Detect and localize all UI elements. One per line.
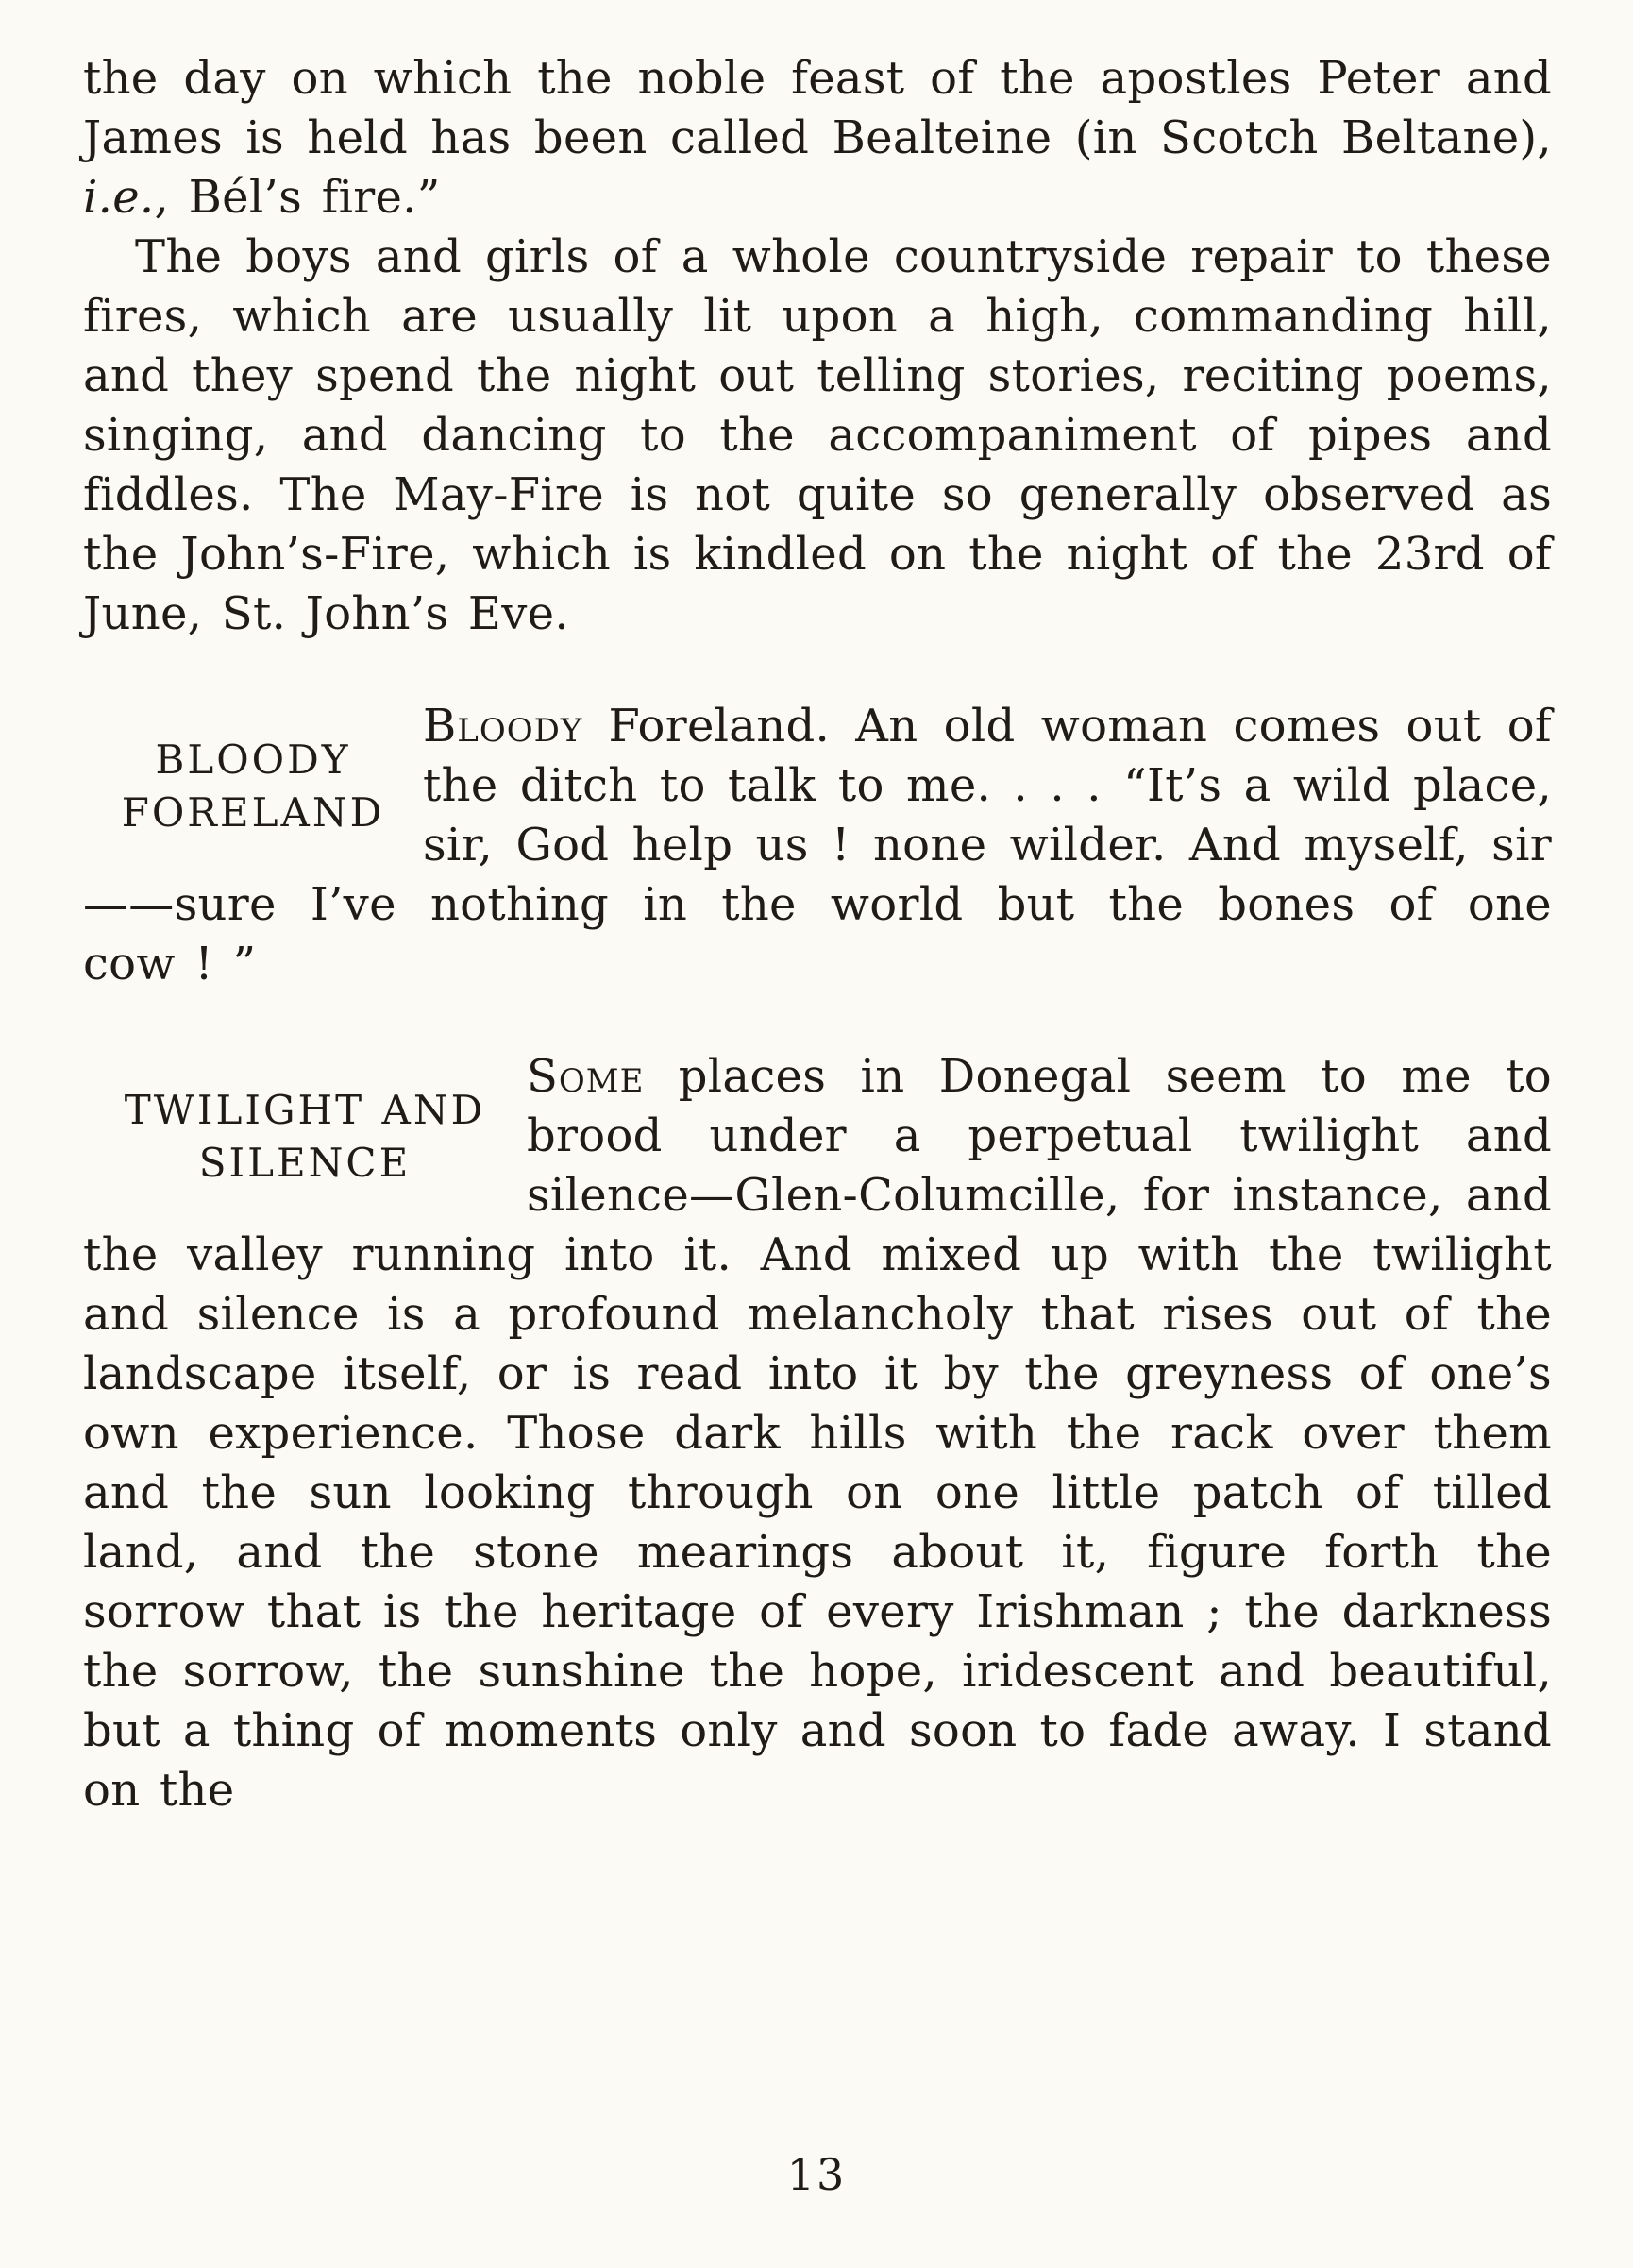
paragraph-twilight-and-silence-text: places in Donegal seem to me to brood under a perpetual twilight and silence—Glen-Columcille, for instance, and the valley running into it. And mixed up with the twilight and silence is a profound melancholy that rises out of the landscape itself, or is read into it by the greyness of one’s own experience. Those dark hills with the rack over them and the sun looking through on one little patch of tilled land, and the stone mearings about it, figure forth the sorrow that is the heritage of every Irishman ; the darkness the sorrow, the sunshine the hope, iridescent and beautiful, but a thing of moments only and soon to fade away. I stand on the — [83, 1050, 1552, 1817]
side-heading-line-1: TWILIGHT AND — [124, 1086, 486, 1133]
section-twilight-and-silence — [83, 1047, 1552, 1820]
paragraph-lead-word: Bloody — [423, 700, 583, 753]
side-heading-line-2: SILENCE — [198, 1139, 412, 1186]
paragraph-beltane-italic-ie: i.e. — [83, 171, 155, 224]
paragraph-beltane — [83, 49, 1552, 228]
side-heading-twilight-and-silence — [83, 1047, 527, 1226]
paragraph-lead-word: Some — [527, 1050, 645, 1103]
page-number: 13 — [786, 2149, 847, 2200]
paragraph-bloody-foreland-text: Foreland. An old woman comes out of the ditch to talk to me. . . . “It’s a wild place, sir, God help us ! none wilder. And myself, sir——sure I’ve nothing in the world but the bones of one cow ! ” — [83, 700, 1552, 990]
side-heading-line-2: FORELAND — [121, 788, 385, 836]
paragraph-beltane-text: the day on which the noble feast of the apostles Peter and James is held has been called Bealteine (in Scotch Beltane), — [83, 52, 1552, 164]
section-bloody-foreland — [83, 697, 1552, 994]
paragraph-bonfires: The boys and girls of a whole countryside repair to these fires, which are usually lit upon a high, commanding hill, and they spend the night out telling stories, reciting poems, singing, and dancing to the accompaniment of pipes and fiddles. The May-Fire is not quite so generally observed as the John’s-Fire, which is kindled on the night of the 23rd of June, St. John’s Eve. — [83, 230, 1552, 640]
side-heading-bloody-foreland — [83, 697, 423, 875]
side-heading-line-1: BLOODY — [155, 736, 351, 783]
paragraph-beltane-text-end: , Bél’s fire.” — [154, 171, 441, 224]
